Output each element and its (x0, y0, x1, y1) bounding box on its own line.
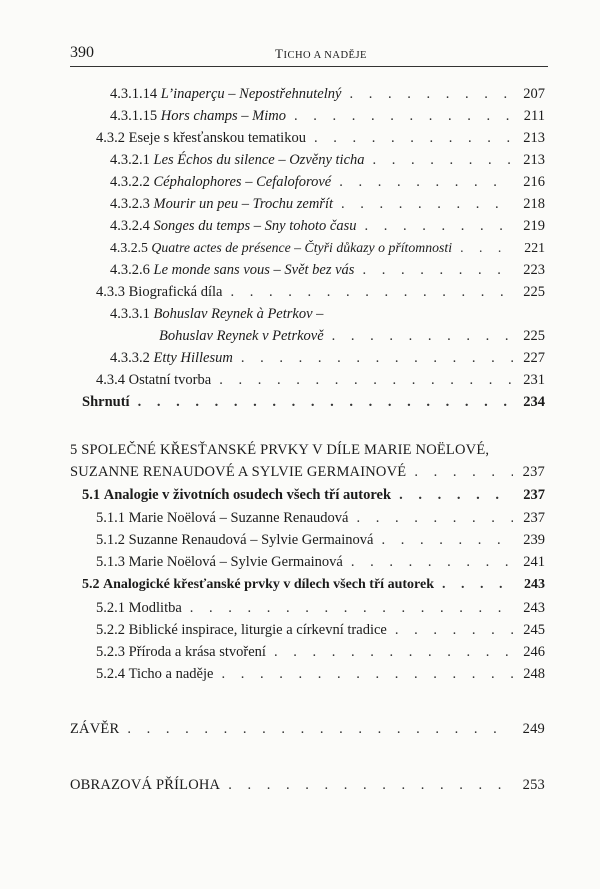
toc-entry-first-line (110, 303, 323, 325)
toc-entry-title: Biografická díla (128, 284, 223, 300)
toc-entry[interactable] (82, 484, 545, 506)
toc-entry-title: SUZANNE RENAUDOVÉ A SYLVIE GERMAINOVÉ (70, 464, 407, 480)
toc-entry-title: Modlitba (128, 600, 182, 616)
toc-entry-page: 221 (524, 240, 545, 255)
toc-entry-page: 225 (523, 284, 545, 300)
toc-entry[interactable] (96, 619, 545, 641)
toc-entry-title: ZÁVĚR (70, 721, 120, 737)
toc-entry-page: 219 (523, 218, 545, 234)
toc-entry[interactable] (96, 641, 545, 663)
running-title: TICHO A NADĚJE (275, 46, 367, 61)
toc-entry-number: 5.2.2 (96, 622, 125, 638)
toc-entry[interactable] (96, 507, 545, 529)
page-number: 390 (70, 44, 94, 61)
toc-entry-page: 225 (523, 328, 545, 344)
toc-entry-page: 241 (523, 554, 545, 570)
toc-entry-page: 243 (523, 600, 545, 616)
running-header (70, 42, 548, 67)
toc-entry-title: Hors champs – Mimo (160, 108, 287, 124)
toc-entry-title: L’inaperçu – Nepostřehnutelný (160, 86, 342, 102)
toc-entry[interactable] (96, 369, 545, 391)
toc-entry-page: 237 (523, 510, 545, 526)
toc-entry-number: 5.1 (82, 487, 101, 503)
toc-entry[interactable] (110, 193, 545, 215)
chapter-entry[interactable] (70, 774, 545, 796)
chapter-heading-first-line (70, 439, 489, 461)
toc-entry-page: 249 (522, 721, 545, 737)
toc-entry-number: 4.3.2.6 (110, 262, 150, 278)
toc-entry-number: 4.3.1.14 (110, 86, 158, 102)
toc-entry-page: 243 (524, 577, 545, 592)
toc-entry[interactable] (110, 171, 545, 193)
toc-entry-title: Le monde sans vous – Svět bez vás (153, 262, 355, 278)
toc-entry-number: 5.1.2 (96, 532, 125, 548)
toc-entry-number: 4.3.1.15 (110, 108, 158, 124)
toc-entry[interactable] (110, 149, 545, 171)
toc-entry-title: Marie Noëlová – Sylvie Germainová (128, 554, 343, 570)
toc-entry-number: 5.2 (82, 577, 100, 592)
toc-entry-title: Příroda a krása stvoření (128, 644, 266, 660)
toc-entry-page: 253 (522, 777, 545, 793)
toc-entry-number: 4.3.2.5 (110, 240, 148, 255)
toc-entry-title-line1: Bohuslav Reynek à Petrkov – (153, 306, 324, 322)
toc-entry-page: 207 (523, 86, 545, 102)
toc-entry[interactable] (110, 105, 545, 127)
toc-entry-page: 211 (523, 108, 545, 124)
toc-entry-page: 237 (523, 487, 545, 503)
toc-entry[interactable] (110, 347, 545, 369)
toc-entry-number: 5.2.4 (96, 666, 125, 682)
toc-entry-title: Quatre actes de présence – Čtyři důkazy o přítomnosti (151, 240, 453, 255)
toc-entry-number: 5.1.1 (96, 510, 125, 526)
toc-entry-number: 5.2.1 (96, 600, 125, 616)
toc-entry-page: 213 (523, 152, 545, 168)
toc-entry-number: 4.3.4 (96, 372, 125, 388)
toc-entry-page: 248 (523, 666, 545, 682)
toc-entry-title: Les Échos du silence – Ozvěny ticha (153, 152, 365, 168)
toc-entry-number: 4.3.2.1 (110, 152, 150, 168)
toc-entry-title: Bohuslav Reynek v Petrkově (159, 328, 324, 344)
toc-entry[interactable] (110, 83, 545, 105)
chapter-entry[interactable] (70, 718, 545, 740)
toc-entry-title: Shrnutí (82, 394, 130, 410)
toc-entry-title: Ostatní tvorba (128, 372, 212, 388)
toc-entry[interactable] (159, 325, 545, 347)
toc-entry-page: 234 (523, 394, 545, 410)
toc-entry[interactable] (96, 597, 545, 619)
toc-entry-title: Biblické inspirace, liturgie a církevní tradice (128, 622, 387, 638)
toc-entry-page: 245 (523, 622, 545, 638)
toc-entry-number: 4.3.2.4 (110, 218, 150, 234)
toc-entry[interactable] (96, 281, 545, 303)
toc-entry-title: OBRAZOVÁ PŘÍLOHA (70, 777, 221, 793)
toc-entry-title-line1: SPOLEČNÉ KŘESŤANSKÉ PRVKY V DÍLE MARIE NOËLOVÉ, (81, 442, 490, 458)
toc-entry-number: 5.2.3 (96, 644, 125, 660)
toc-entry-title: Eseje s křesťanskou tematikou (128, 130, 306, 146)
toc-entry[interactable] (110, 215, 545, 237)
toc-entry-page: 216 (523, 174, 545, 190)
toc-entry-title: Marie Noëlová – Suzanne Renaudová (128, 510, 349, 526)
toc-entry-title: Etty Hillesum (153, 350, 233, 366)
toc-entry-title: Analogické křesťanské prvky v dílech všech tří autorek (103, 577, 434, 592)
toc-entry-number: 4.3.3.1 (110, 306, 150, 322)
toc-entry-page: 237 (522, 464, 545, 480)
toc-entry-number: 5.1.3 (96, 554, 125, 570)
toc-entry-title: Analogie v životních osudech všech tří autorek (103, 487, 392, 503)
toc-entry-number: 4.3.3.2 (110, 350, 150, 366)
toc-entry-page: 239 (523, 532, 545, 548)
toc-entry[interactable] (96, 663, 545, 685)
toc-entry-number: 4.3.2 (96, 130, 125, 146)
toc-entry[interactable] (110, 237, 545, 259)
toc-entry-number: 4.3.2.3 (110, 196, 150, 212)
toc-entry[interactable] (82, 391, 545, 413)
toc-entry-page: 246 (523, 644, 545, 660)
toc-entry-page: 227 (523, 350, 545, 366)
chapter-entry[interactable] (70, 461, 545, 483)
toc-entry[interactable] (82, 574, 545, 596)
toc-entry-page: 223 (523, 262, 545, 278)
toc-entry-page: 213 (523, 130, 545, 146)
toc-entry-page: 218 (523, 196, 545, 212)
toc-entry[interactable] (110, 259, 545, 281)
toc-entry[interactable] (96, 127, 545, 149)
toc-entry-page: 231 (523, 372, 545, 388)
toc-entry-title: Suzanne Renaudová – Sylvie Germainová (128, 532, 374, 548)
toc-entry-number: 4.3.2.2 (110, 174, 150, 190)
toc-entry-number: 4.3.3 (96, 284, 125, 300)
toc-entry-title: Ticho a naděje (128, 666, 214, 682)
toc-entry-title: Mourir un peu – Trochu zemřít (153, 196, 334, 212)
toc-entry-title: Céphalophores – Cefaloforové (153, 174, 332, 190)
toc-entry-title: Songes du temps – Sny tohoto času (153, 218, 357, 234)
toc-entry-number: 5 (70, 442, 78, 458)
toc-entry[interactable] (96, 529, 545, 551)
toc-entry[interactable] (96, 551, 545, 573)
